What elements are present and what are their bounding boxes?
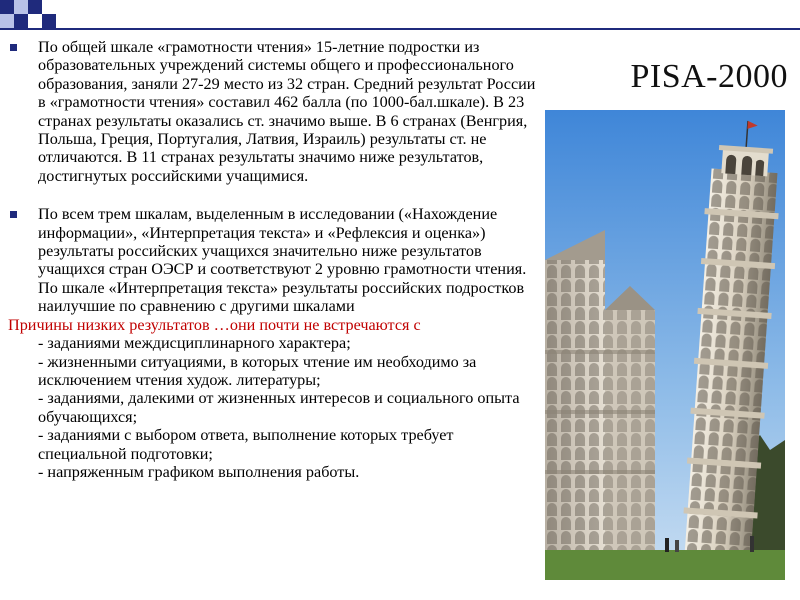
reasons-heading: Причины низких результатов …они почти не встречаются с xyxy=(8,315,421,334)
slide-title: PISA-2000 xyxy=(630,58,788,95)
square-bullet-icon xyxy=(10,44,17,51)
reasons-list xyxy=(8,334,538,481)
header-rule xyxy=(0,28,800,30)
slide-body xyxy=(8,38,538,481)
pisa-tower-photo xyxy=(545,110,785,580)
bullet-text: По всем трем шкалам, выделенным в исследовании («Нахождение информации», «Интерпретация текста» и «Рефлексия и оценка») результаты российских учащихся значительно ниже результатов учащихся стран ОЭСР и соответствуют 2 уровню грамотности чтения. По шкале «Интерпретация текста» результаты российских подростков наилучшие по сравнению с другими шкалами xyxy=(38,205,527,316)
square-bullet-icon xyxy=(10,211,17,218)
reason-item: - заданиями междисциплинарного характера; xyxy=(38,334,351,353)
decor-square xyxy=(0,0,14,14)
bullet-item xyxy=(8,38,538,185)
reason-item: - заданиями, далекими от жизненных интересов и социального опыта обучающихся; xyxy=(38,389,520,426)
decor-square xyxy=(14,0,28,14)
decor-square xyxy=(42,14,56,28)
decor-square xyxy=(28,0,42,14)
reason-item: - заданиями с выбором ответа, выполнение которых требует специальной подготовки; xyxy=(38,426,454,463)
reason-item: - напряженным графиком выполнения работы. xyxy=(38,462,360,481)
reason-item: - жизненными ситуациями, в которых чтение им необходимо за исключением чтения худож. литературы; xyxy=(38,352,477,389)
bullet-item xyxy=(8,205,538,315)
decor-square xyxy=(14,14,28,28)
decor-square xyxy=(0,14,14,28)
bullet-text: По общей шкале «грамотности чтения» 15-летние подростки из образовательных учреждений системы общего и профессионального образования, заняли 27-29 место из 32 стран. Средний результат России в «грамотности чтения» составил 462 балла (по 1000-бал.шкале). В 23 странах результаты оказались ст. значимо выше. В 6 странах (Венгрия, Польша, Греция, Португалия, Латвия, Израиль) результаты ст. не отличаются. В 11 странах результаты значимо ниже результатов, достигнутых российскими учащимися. xyxy=(38,38,536,185)
